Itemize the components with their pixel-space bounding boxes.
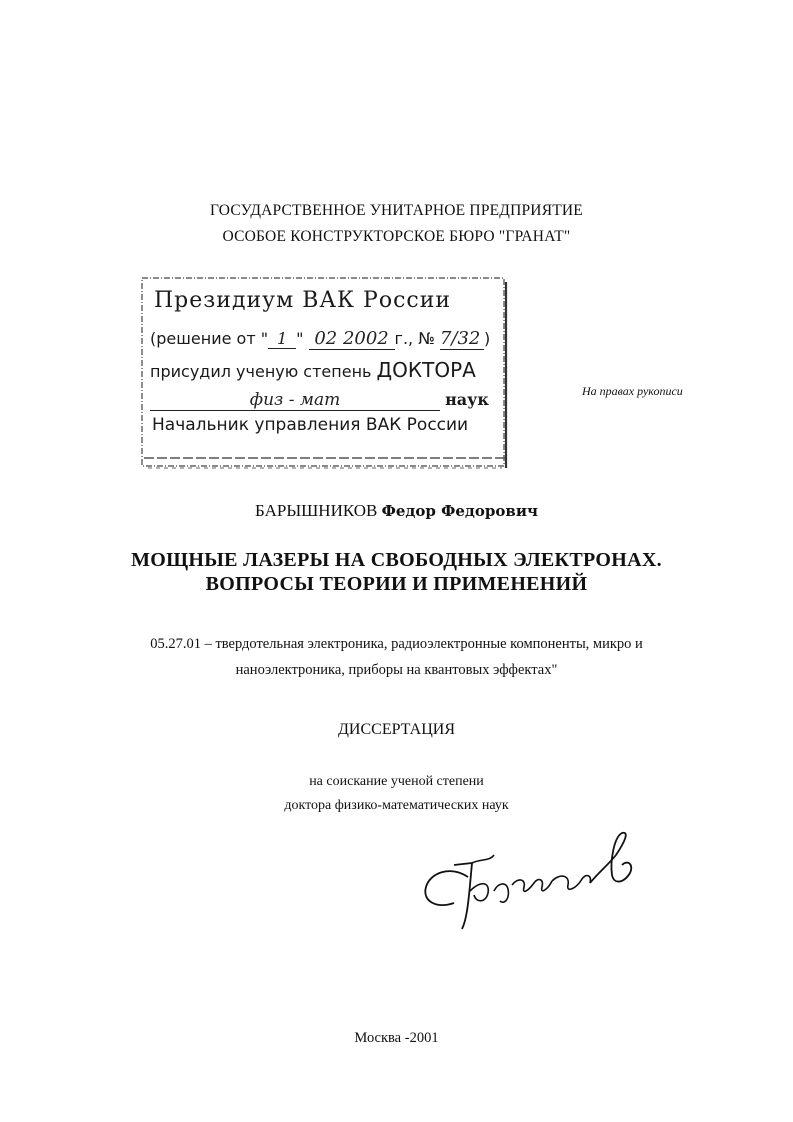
- thesis-title-line-2: ВОПРОСЫ ТЕОРИИ И ПРИМЕНЕНИЙ: [205, 573, 588, 595]
- degree-line-1: на соискание ученой степени: [309, 774, 484, 789]
- stamp-decision-prefix: решение от ": [156, 329, 269, 348]
- vak-stamp: [140, 272, 512, 472]
- stamp-header: Президиум ВАК России: [154, 288, 452, 313]
- thesis-title-line-1: МОЩНЫЕ ЛАЗЕРЫ НА СВОБОДНЫХ ЭЛЕКТРОНАХ.: [131, 549, 662, 571]
- stamp-decision-day: 1: [268, 329, 296, 349]
- organization-line-1: ГОСУДАРСТВЕННОЕ УНИТАРНОЕ ПРЕДПРИЯТИЕ: [210, 202, 583, 219]
- stamp-awarded-line: [150, 358, 476, 382]
- specialty-line-1: 05.27.01 – твердотельная электроника, радиоэлектронные компоненты, микро и: [150, 636, 643, 652]
- stamp-decision-number: 7/32: [440, 328, 484, 350]
- place-year: Москва -2001: [354, 1030, 439, 1046]
- stamp-decision-suffix: г., №: [394, 329, 435, 348]
- stamp-decision-quote: ": [296, 329, 304, 348]
- stamp-field-handwritten: физ - мат: [150, 390, 440, 411]
- specialty-line-2: наноэлектроника, приборы на квантовых эффектах": [235, 662, 558, 678]
- organization-line-2: ОСОБОЕ КОНСТРУКТОРСКОЕ БЮРО "ГРАНАТ": [222, 228, 571, 245]
- stamp-decision-line: (решение от " 1 " 02 2002 г., № 7/32 ): [150, 328, 491, 349]
- author-given: Федор Федорович: [381, 502, 538, 520]
- stamp-awarded-degree: ДОКТОРА: [376, 358, 476, 382]
- author-surname: БАРЫШНИКОВ: [255, 501, 378, 520]
- document-type: ДИССЕРТАЦИЯ: [338, 721, 455, 738]
- manuscript-note: На правах рукописи: [582, 384, 683, 398]
- author-name: [0, 501, 793, 521]
- stamp-awarded-prefix: присудил ученую степень: [150, 362, 377, 381]
- stamp-chief: Начальник управления ВАК России: [152, 415, 469, 435]
- stamp-field-line: [150, 390, 489, 411]
- stamp-field-suffix: наук: [445, 390, 489, 409]
- stamp-decision-date: 02 2002: [309, 328, 395, 350]
- author-signature: [410, 825, 645, 935]
- degree-line-2: доктора физико-математических наук: [284, 798, 509, 813]
